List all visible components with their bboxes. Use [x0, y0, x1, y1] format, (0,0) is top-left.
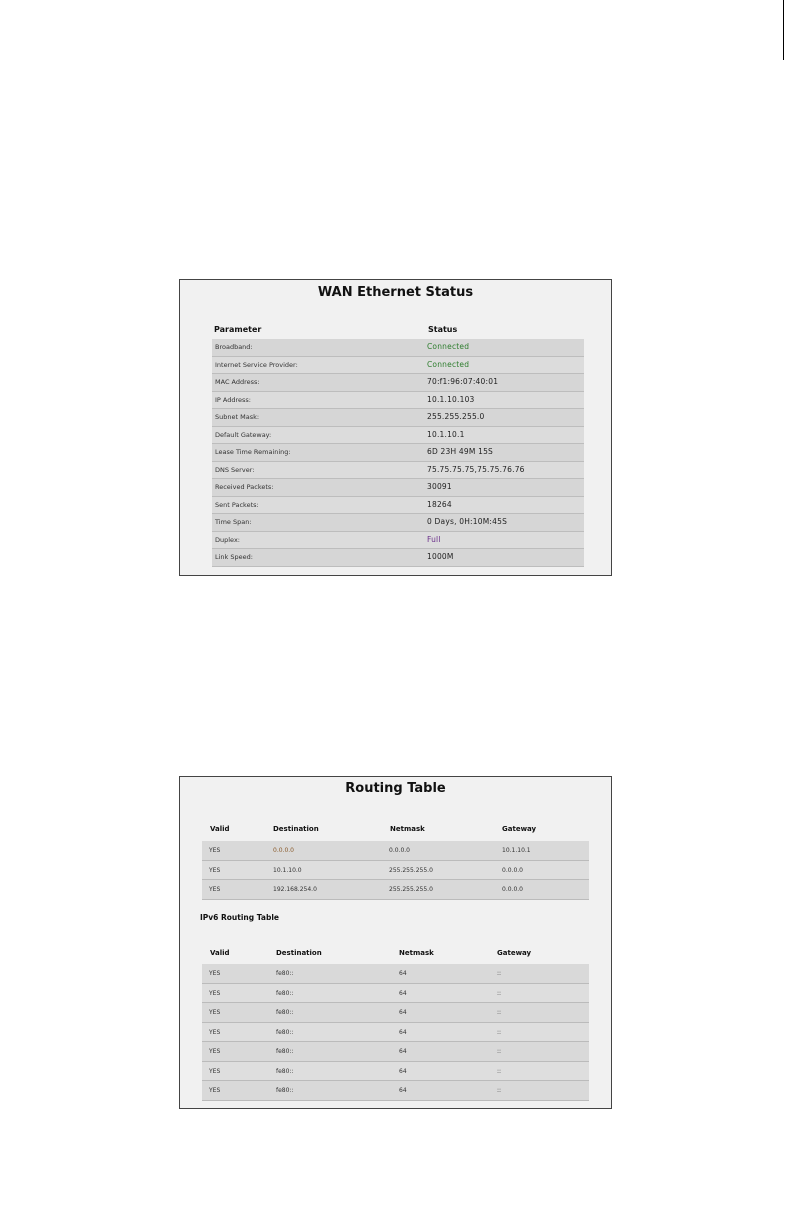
table-row — [202, 984, 589, 1004]
column-header-netmask: Netmask — [390, 825, 425, 833]
valid-cell: YES — [209, 1048, 221, 1055]
destination-cell: fe80:: — [276, 1087, 294, 1094]
gateway-cell: 0.0.0.0 — [502, 886, 523, 893]
ipv6-routing-table-header — [210, 949, 580, 961]
parameter-label: Duplex: — [215, 535, 240, 544]
status-value: Full — [427, 534, 441, 544]
table-row — [202, 1081, 589, 1101]
parameter-label: DNS Server: — [215, 465, 255, 474]
column-header-valid: Valid — [210, 949, 230, 957]
destination-cell: fe80:: — [276, 1067, 294, 1075]
status-value: 6D 23H 49M 15S — [427, 447, 494, 456]
status-value: 0 Days, 0H:10M:45S — [427, 517, 508, 526]
table-row — [212, 444, 584, 462]
valid-cell: YES — [209, 866, 221, 874]
parameter-label: IP Address: — [215, 395, 251, 404]
gateway-cell: :: — [497, 1048, 502, 1055]
table-row — [202, 880, 589, 900]
page-edge-line — [783, 0, 784, 60]
destination-cell: 0.0.0.0 — [273, 847, 294, 854]
gateway-cell: 0.0.0.0 — [502, 866, 523, 874]
table-row — [212, 409, 584, 427]
gateway-cell: :: — [497, 1009, 502, 1016]
table-row — [202, 1003, 589, 1023]
column-header-destination: Destination — [273, 825, 319, 833]
netmask-cell: 64 — [399, 1087, 407, 1094]
column-header-parameter: Parameter — [214, 325, 262, 334]
parameter-label: Received Packets: — [215, 483, 274, 491]
routing-table-header — [210, 825, 580, 837]
table-row — [202, 1023, 589, 1043]
wan-status-table — [212, 339, 584, 567]
status-value: 70:f1:96:07:40:01 — [427, 377, 499, 386]
table-row — [212, 549, 584, 567]
destination-cell: 10.1.10.0 — [273, 866, 302, 874]
netmask-cell: 64 — [399, 970, 407, 977]
netmask-cell: 255.255.255.0 — [389, 866, 433, 874]
gateway-cell: :: — [497, 1067, 502, 1075]
parameter-label: Link Speed: — [215, 553, 253, 561]
gateway-cell: :: — [497, 989, 502, 997]
column-header-valid: Valid — [210, 825, 230, 833]
ipv6-routing-table-title: IPv6 Routing Table — [200, 913, 279, 922]
wan-ethernet-status-panel — [179, 279, 612, 576]
parameter-label: Internet Service Provider: — [215, 360, 298, 369]
destination-cell: 192.168.254.0 — [273, 886, 317, 893]
column-header-status: Status — [428, 325, 458, 334]
netmask-cell: 64 — [399, 1009, 407, 1016]
destination-cell: fe80:: — [276, 989, 294, 997]
table-row — [212, 374, 584, 392]
gateway-cell: :: — [497, 1087, 502, 1094]
destination-cell: fe80:: — [276, 1048, 294, 1055]
parameter-label: Lease Time Remaining: — [215, 448, 291, 456]
table-row — [212, 479, 584, 497]
panel-title: Routing Table — [345, 781, 446, 796]
column-header-netmask: Netmask — [399, 949, 434, 957]
valid-cell: YES — [209, 1087, 221, 1094]
status-value: 75.75.75.75,75.75.76.76 — [427, 464, 525, 474]
table-row — [202, 861, 589, 881]
parameter-label: Sent Packets: — [215, 500, 259, 509]
ipv6-routing-table — [202, 964, 589, 1101]
table-row — [202, 1042, 589, 1062]
table-header — [214, 325, 584, 339]
status-value: 10.1.10.103 — [427, 394, 475, 404]
table-row — [212, 497, 584, 515]
ipv4-routing-table — [202, 841, 589, 900]
gateway-cell: :: — [497, 970, 502, 977]
gateway-cell: :: — [497, 1028, 502, 1036]
valid-cell: YES — [209, 1028, 221, 1036]
parameter-label: Time Span: — [215, 518, 252, 526]
valid-cell: YES — [209, 1067, 221, 1075]
netmask-cell: 64 — [399, 1028, 407, 1036]
netmask-cell: 0.0.0.0 — [389, 847, 410, 854]
status-value: Connected — [427, 359, 470, 369]
status-value: 10.1.10.1 — [427, 429, 465, 439]
column-header-gateway: Gateway — [502, 825, 537, 833]
table-row — [202, 841, 589, 861]
netmask-cell: 64 — [399, 989, 407, 997]
destination-cell: fe80:: — [276, 1028, 294, 1036]
status-value: 30091 — [427, 482, 452, 491]
status-value: 18264 — [427, 499, 452, 509]
destination-cell: fe80:: — [276, 970, 294, 977]
valid-cell: YES — [209, 1009, 221, 1016]
table-row — [202, 1062, 589, 1082]
table-row — [212, 357, 584, 375]
table-row — [212, 514, 584, 532]
table-row — [212, 392, 584, 410]
table-row — [202, 964, 589, 984]
valid-cell: YES — [209, 989, 221, 997]
panel-title: WAN Ethernet Status — [317, 285, 474, 300]
valid-cell: YES — [209, 886, 221, 893]
status-value: 255.255.255.0 — [427, 412, 485, 421]
parameter-label: MAC Address: — [215, 378, 260, 386]
table-row — [212, 532, 584, 550]
gateway-cell: 10.1.10.1 — [502, 847, 531, 854]
parameter-label: Subnet Mask: — [215, 413, 260, 421]
valid-cell: YES — [209, 970, 221, 977]
table-row — [212, 462, 584, 480]
parameter-label: Default Gateway: — [215, 430, 272, 439]
parameter-label: Broadband: — [215, 343, 253, 351]
column-header-gateway: Gateway — [497, 949, 532, 957]
column-header-destination: Destination — [276, 949, 322, 957]
netmask-cell: 64 — [399, 1048, 407, 1055]
routing-table-panel — [179, 776, 612, 1109]
destination-cell: fe80:: — [276, 1009, 294, 1016]
netmask-cell: 255.255.255.0 — [389, 886, 433, 893]
status-value: Connected — [427, 342, 470, 351]
status-value: 1000M — [427, 552, 454, 561]
table-row — [212, 427, 584, 445]
netmask-cell: 64 — [399, 1067, 407, 1075]
valid-cell: YES — [209, 847, 221, 854]
table-row — [212, 339, 584, 357]
